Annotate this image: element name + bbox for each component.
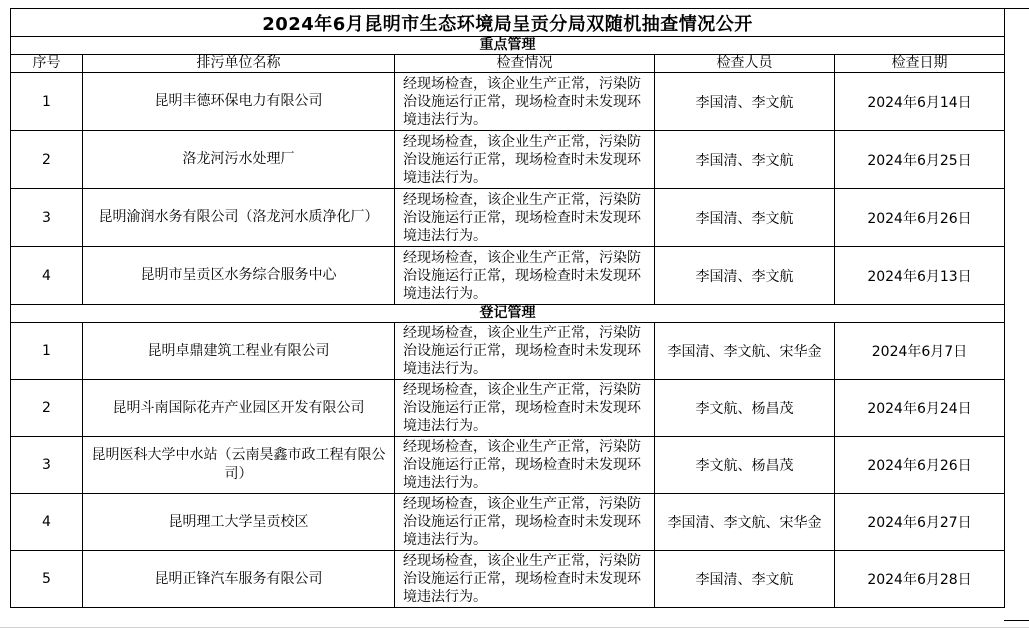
row-inspection-status: 经现场检查，该企业生产正常，污染防治设施运行正常，现场检查时未发现环境违法行为。 bbox=[395, 551, 655, 608]
row-inspection-status: 经现场检查，该企业生产正常，污染防治设施运行正常，现场检查时未发现环境违法行为。 bbox=[395, 247, 655, 305]
row-date: 2024年6月13日 bbox=[835, 247, 1005, 305]
row-inspection-status: 经现场检查，该企业生产正常，污染防治设施运行正常，现场检查时未发现环境违法行为。 bbox=[395, 131, 655, 189]
row-index: 4 bbox=[11, 247, 83, 305]
column-header-status: 检查情况 bbox=[395, 55, 655, 73]
row-inspectors: 李国清、李文航、宋华金 bbox=[655, 323, 835, 380]
page-title: 2024年6月昆明市生态环境局呈贡分局双随机抽查情况公开 bbox=[11, 9, 1005, 37]
row-inspectors: 李国清、李文航、宋华金 bbox=[655, 494, 835, 551]
section-label: 重点管理 bbox=[11, 37, 1005, 55]
row-inspectors: 李文航、杨昌茂 bbox=[655, 380, 835, 437]
table-row bbox=[11, 131, 1005, 189]
row-inspection-status: 经现场检查，该企业生产正常，污染防治设施运行正常，现场检查时未发现环境违法行为。 bbox=[395, 380, 655, 437]
row-inspectors: 李国清、李文航 bbox=[655, 189, 835, 247]
row-index: 3 bbox=[11, 437, 83, 494]
row-inspectors: 李文航、杨昌茂 bbox=[655, 437, 835, 494]
table-row bbox=[11, 437, 1005, 494]
row-inspectors: 李国清、李文航 bbox=[655, 131, 835, 189]
row-unit-name: 昆明斗南国际花卉产业园区开发有限公司 bbox=[83, 380, 395, 437]
row-unit-name: 昆明丰德环保电力有限公司 bbox=[83, 73, 395, 131]
row-date: 2024年6月25日 bbox=[835, 131, 1005, 189]
inspection-table bbox=[10, 8, 1005, 608]
row-date: 2024年6月24日 bbox=[835, 380, 1005, 437]
row-inspection-status: 经现场检查，该企业生产正常，污染防治设施运行正常，现场检查时未发现环境违法行为。 bbox=[395, 323, 655, 380]
row-index: 1 bbox=[11, 323, 83, 380]
row-inspection-status: 经现场检查，该企业生产正常，污染防治设施运行正常，现场检查时未发现环境违法行为。 bbox=[395, 73, 655, 131]
table-row bbox=[11, 247, 1005, 305]
row-date: 2024年6月14日 bbox=[835, 73, 1005, 131]
row-date: 2024年6月26日 bbox=[835, 189, 1005, 247]
row-date: 2024年6月26日 bbox=[835, 437, 1005, 494]
row-unit-name: 昆明正锋汽车服务有限公司 bbox=[83, 551, 395, 608]
grid-edge bbox=[1004, 8, 1029, 621]
column-header-row bbox=[11, 55, 1005, 73]
row-inspection-status: 经现场检查，该企业生产正常，污染防治设施运行正常，现场检查时未发现环境违法行为。 bbox=[395, 437, 655, 494]
table-row bbox=[11, 189, 1005, 247]
section-label: 登记管理 bbox=[11, 305, 1005, 323]
row-unit-name: 昆明医科大学中水站（云南昊鑫市政工程有限公司） bbox=[83, 437, 395, 494]
row-inspection-status: 经现场检查，该企业生产正常，污染防治设施运行正常，现场检查时未发现环境违法行为。 bbox=[395, 189, 655, 247]
title-row bbox=[11, 9, 1005, 37]
row-unit-name: 昆明理工大学呈贡校区 bbox=[83, 494, 395, 551]
row-index: 2 bbox=[11, 131, 83, 189]
section-row bbox=[11, 305, 1005, 323]
column-header-unit: 排污单位名称 bbox=[83, 55, 395, 73]
column-header-index: 序号 bbox=[11, 55, 83, 73]
row-date: 2024年6月27日 bbox=[835, 494, 1005, 551]
row-index: 5 bbox=[11, 551, 83, 608]
row-index: 3 bbox=[11, 189, 83, 247]
row-date: 2024年6月7日 bbox=[835, 323, 1005, 380]
column-header-inspectors: 检查人员 bbox=[655, 55, 835, 73]
row-index: 1 bbox=[11, 73, 83, 131]
table-row bbox=[11, 73, 1005, 131]
row-unit-name: 昆明市呈贡区水务综合服务中心 bbox=[83, 247, 395, 305]
table-row bbox=[11, 551, 1005, 608]
row-unit-name: 昆明渝润水务有限公司（洛龙河水质净化厂） bbox=[83, 189, 395, 247]
column-header-date: 检查日期 bbox=[835, 55, 1005, 73]
bottom-divider bbox=[0, 627, 1029, 628]
table-row bbox=[11, 494, 1005, 551]
table-row bbox=[11, 380, 1005, 437]
row-date: 2024年6月28日 bbox=[835, 551, 1005, 608]
row-inspectors: 李国清、李文航 bbox=[655, 247, 835, 305]
row-index: 2 bbox=[11, 380, 83, 437]
table-body bbox=[11, 9, 1005, 608]
row-inspection-status: 经现场检查，该企业生产正常，污染防治设施运行正常，现场检查时未发现环境违法行为。 bbox=[395, 494, 655, 551]
section-row bbox=[11, 37, 1005, 55]
table-row bbox=[11, 323, 1005, 380]
row-inspectors: 李国清、李文航 bbox=[655, 73, 835, 131]
row-inspectors: 李国清、李文航 bbox=[655, 551, 835, 608]
row-unit-name: 洛龙河污水处理厂 bbox=[83, 131, 395, 189]
row-unit-name: 昆明卓鼎建筑工程业有限公司 bbox=[83, 323, 395, 380]
row-index: 4 bbox=[11, 494, 83, 551]
